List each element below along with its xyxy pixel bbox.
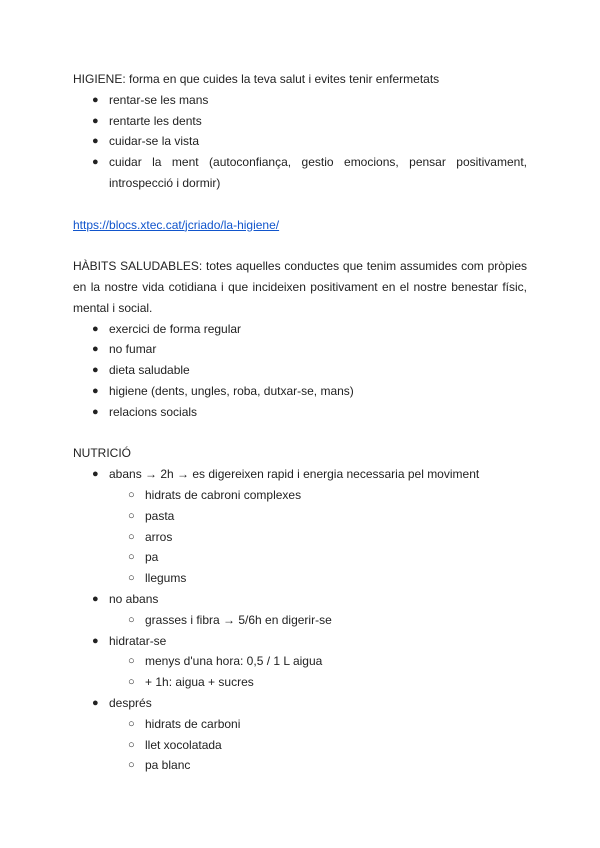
hollow-bullet-icon: ○ (128, 509, 135, 522)
sub-list-item: ○ hidrats de carboni (109, 714, 527, 735)
hollow-bullet-icon: ○ (128, 613, 135, 626)
list-item: ● dieta saludable (73, 360, 527, 381)
list-item: ● rentar-se les mans (73, 90, 527, 111)
nutrition-list (73, 464, 527, 776)
hollow-bullet-icon: ○ (128, 572, 135, 585)
list-item: ● relacions socials (73, 402, 527, 423)
bullet-icon: ● (92, 592, 99, 605)
list-item: ● hidratar-se ○ menys d'una hora: 0,5 / 1 L aigua ○ + 1h: aigua + sucres (73, 631, 527, 693)
sub-list (109, 610, 527, 631)
sub-list-item: ○ arros (109, 527, 527, 548)
bullet-icon: ● (92, 468, 99, 481)
bullet-icon: ● (92, 93, 99, 106)
sub-list-item: ○ grasses i fibra → 5/6h en digerir-se (109, 610, 527, 631)
hollow-bullet-icon: ○ (128, 759, 135, 772)
sub-list-item: ○ hidrats de cabroni complexes (109, 485, 527, 506)
sub-list (109, 714, 527, 776)
list-item: ● no fumar (73, 339, 527, 360)
bullet-icon: ● (92, 384, 99, 397)
habits-list (73, 319, 527, 423)
hygiene-link[interactable]: https://blocs.xtec.cat/jcriado/la-higiene/ (73, 217, 280, 232)
sub-list-item: ○ + 1h: aigua + sucres (109, 672, 527, 693)
list-item: ● després ○ hidrats de carboni ○ llet xocolatada ○ pa blanc (73, 693, 527, 776)
list-item: ● abans → 2h → es digereixen rapid i energia necessaria pel moviment ○ hidrats de cabroni complexes ○ pasta ○ arros ○ pa ○ llegums (73, 464, 527, 589)
hollow-bullet-icon: ○ (128, 551, 135, 564)
hollow-bullet-icon: ○ (128, 488, 135, 501)
list-item: ● cuidar la ment (autoconfiança, gestio emocions, pensar positivament, introspecció i dormir) (73, 152, 527, 194)
sub-list-item: ○ pasta (109, 506, 527, 527)
sub-list-item: ○ pa blanc (109, 755, 527, 776)
bullet-icon: ● (92, 135, 99, 148)
list-item: ● no abans ○ grasses i fibra → 5/6h en digerir-se (73, 589, 527, 631)
habits-heading: HÀBITS SALUDABLES: totes aquelles conductes que tenim assumides com pròpies en la nostre vida cotidiana i que incideixen positivament en el nostre benestar físic, mental i social. (73, 259, 527, 315)
list-item: ● cuidar-se la vista (73, 131, 527, 152)
sub-list-item: ○ pa (109, 547, 527, 568)
bullet-icon: ● (92, 343, 99, 356)
bullet-icon: ● (92, 364, 99, 377)
bullet-icon: ● (92, 156, 99, 169)
hollow-bullet-icon: ○ (128, 738, 135, 751)
sub-list-item: ○ menys d'una hora: 0,5 / 1 L aigua (109, 651, 527, 672)
bullet-icon: ● (92, 322, 99, 335)
hollow-bullet-icon: ○ (128, 676, 135, 689)
bullet-icon: ● (92, 696, 99, 709)
hollow-bullet-icon: ○ (128, 655, 135, 668)
sub-list-item: ○ llegums (109, 568, 527, 589)
document-content (73, 69, 527, 776)
nutrition-heading: NUTRICIÓ (73, 446, 131, 461)
list-item: ● rentarte les dents (73, 111, 527, 132)
hygiene-heading: HIGIENE: forma en que cuides la teva salut i evites tenir enfermetats (73, 72, 440, 86)
sub-list (109, 485, 527, 589)
sub-list-item: ○ llet xocolatada (109, 735, 527, 756)
hollow-bullet-icon: ○ (128, 530, 135, 543)
bullet-icon: ● (92, 114, 99, 127)
list-item: ● higiene (dents, ungles, roba, dutxar-se, mans) (73, 381, 527, 402)
sub-list (109, 651, 527, 693)
list-item: ● exercici de forma regular (73, 319, 527, 340)
bullet-icon: ● (92, 405, 99, 418)
hygiene-list (73, 90, 527, 194)
hollow-bullet-icon: ○ (128, 717, 135, 730)
bullet-icon: ● (92, 634, 99, 647)
